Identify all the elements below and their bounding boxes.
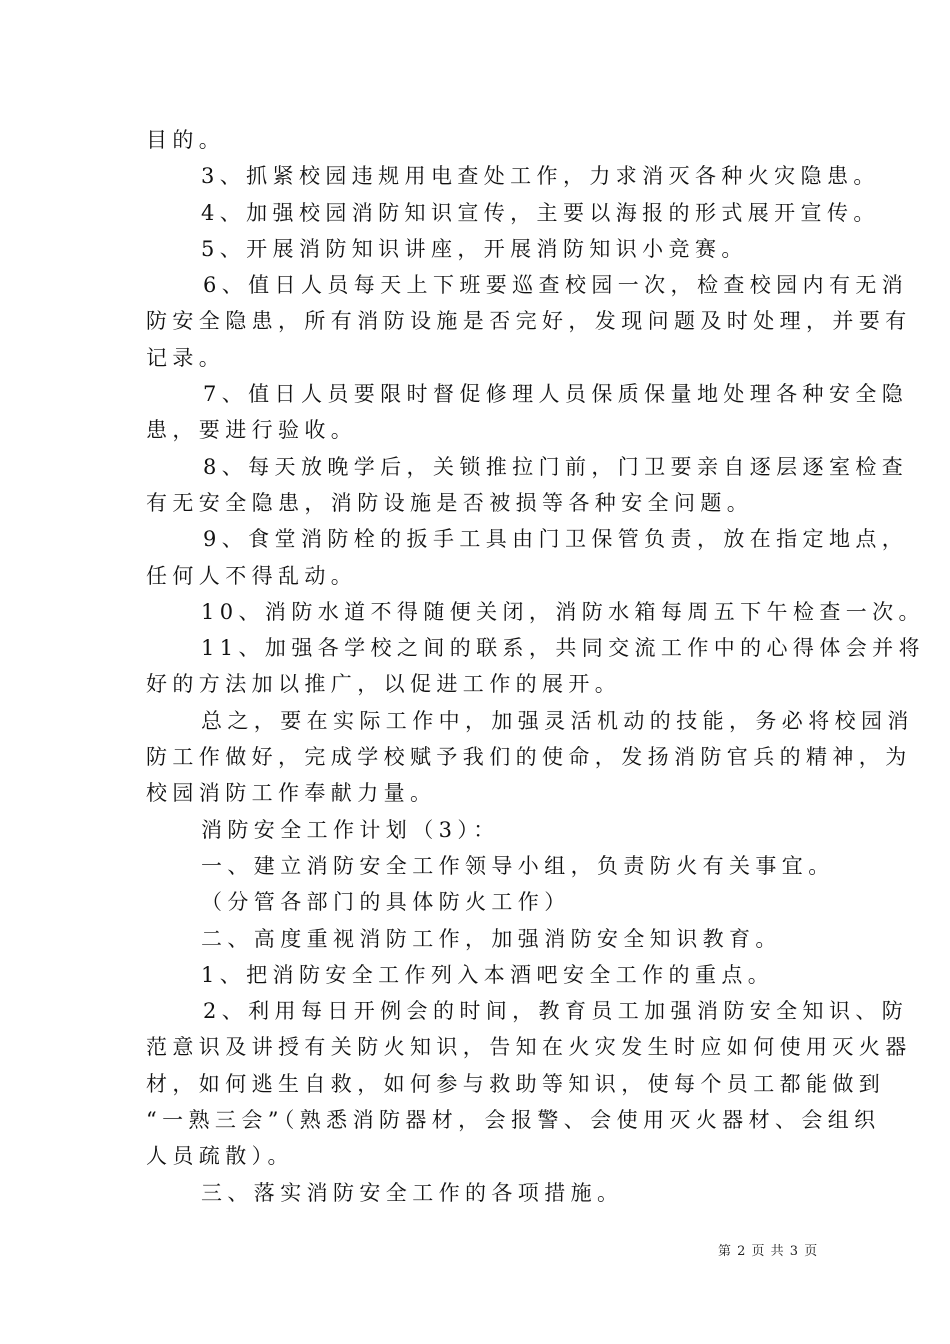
text-line: 3、抓紧校园违规用电查处工作，力求消灭各种火灾隐患。 xyxy=(201,164,880,189)
text-line: 人员疏散）。 xyxy=(146,1144,294,1169)
text-line: 三、落实消防安全工作的各项措施。 xyxy=(201,1180,624,1205)
text-line: 8、每天放晚学后，关锁推拉门前，门卫要亲自逐层逐室检查 xyxy=(203,454,909,479)
page-number: 第 2 页 共 3 页 xyxy=(718,1244,819,1259)
text-line: 总之，要在实际工作中，加强灵活机动的技能，务必将校园消 xyxy=(201,708,914,733)
text-line: 2、利用每日开例会的时间，教育员工加强消防安全知识、防 xyxy=(203,999,909,1024)
text-line: 6、值日人员每天上下班要巡查校园一次，检查校园内有无消 xyxy=(203,273,909,298)
text-line: “一熟三会”（熟悉消防器材，会报警、会使用灭火器材、会组织 xyxy=(146,1108,881,1133)
text-line: 1、把消防安全工作列入本酒吧安全工作的重点。 xyxy=(201,962,775,987)
text-line: 防工作做好，完成学校赋予我们的使命，发扬消防官兵的精神，为 xyxy=(146,745,912,770)
text-line: 材，如何逃生自救，如何参与救助等知识，使每个员工都能做到 xyxy=(146,1071,886,1096)
document-body xyxy=(146,122,925,1211)
text-line: 11、加强各学校之间的联系，共同交流工作中的心得体会并将 xyxy=(201,636,925,661)
text-line: 好的方法加以推广，以促进工作的展开。 xyxy=(146,672,622,697)
text-line: 患，要进行验收。 xyxy=(146,418,358,443)
text-line: 二、高度重视消防工作，加强消防安全知识教育。 xyxy=(201,926,782,951)
text-line: 防安全隐患，所有消防设施是否完好，发现问题及时处理，并要有 xyxy=(146,309,912,334)
text-line: （分管各部门的具体防火工作） xyxy=(201,890,571,915)
text-line: 4、加强校园消防知识宣传，主要以海报的形式展开宣传。 xyxy=(201,200,880,225)
text-line: 任何人不得乱动。 xyxy=(146,563,358,588)
text-line: 有无安全隐患，消防设施是否被损等各种安全问题。 xyxy=(146,490,754,515)
text-line: 7、值日人员要限时督促修理人员保质保量地处理各种安全隐 xyxy=(203,382,909,407)
section-heading: 消防安全工作计划（3）： xyxy=(201,817,500,842)
text-line: 校园消防工作奉献力量。 xyxy=(146,781,437,806)
text-line: 10、消防水道不得随便关闭，消防水箱每周五下午检查一次。 xyxy=(201,599,925,624)
text-line: 目的。 xyxy=(146,128,226,152)
text-line: 9、食堂消防栓的扳手工具由门卫保管负责，放在指定地点， xyxy=(203,527,909,552)
text-line: 一、建立消防安全工作领导小组，负责防火有关事宜。 xyxy=(201,853,835,878)
text-line: 范意识及讲授有关防火知识，告知在火灾发生时应如何使用灭火器 xyxy=(146,1035,912,1060)
text-line: 5、开展消防知识讲座，开展消防知识小竞赛。 xyxy=(201,236,748,261)
text-line: 记录。 xyxy=(146,345,226,370)
